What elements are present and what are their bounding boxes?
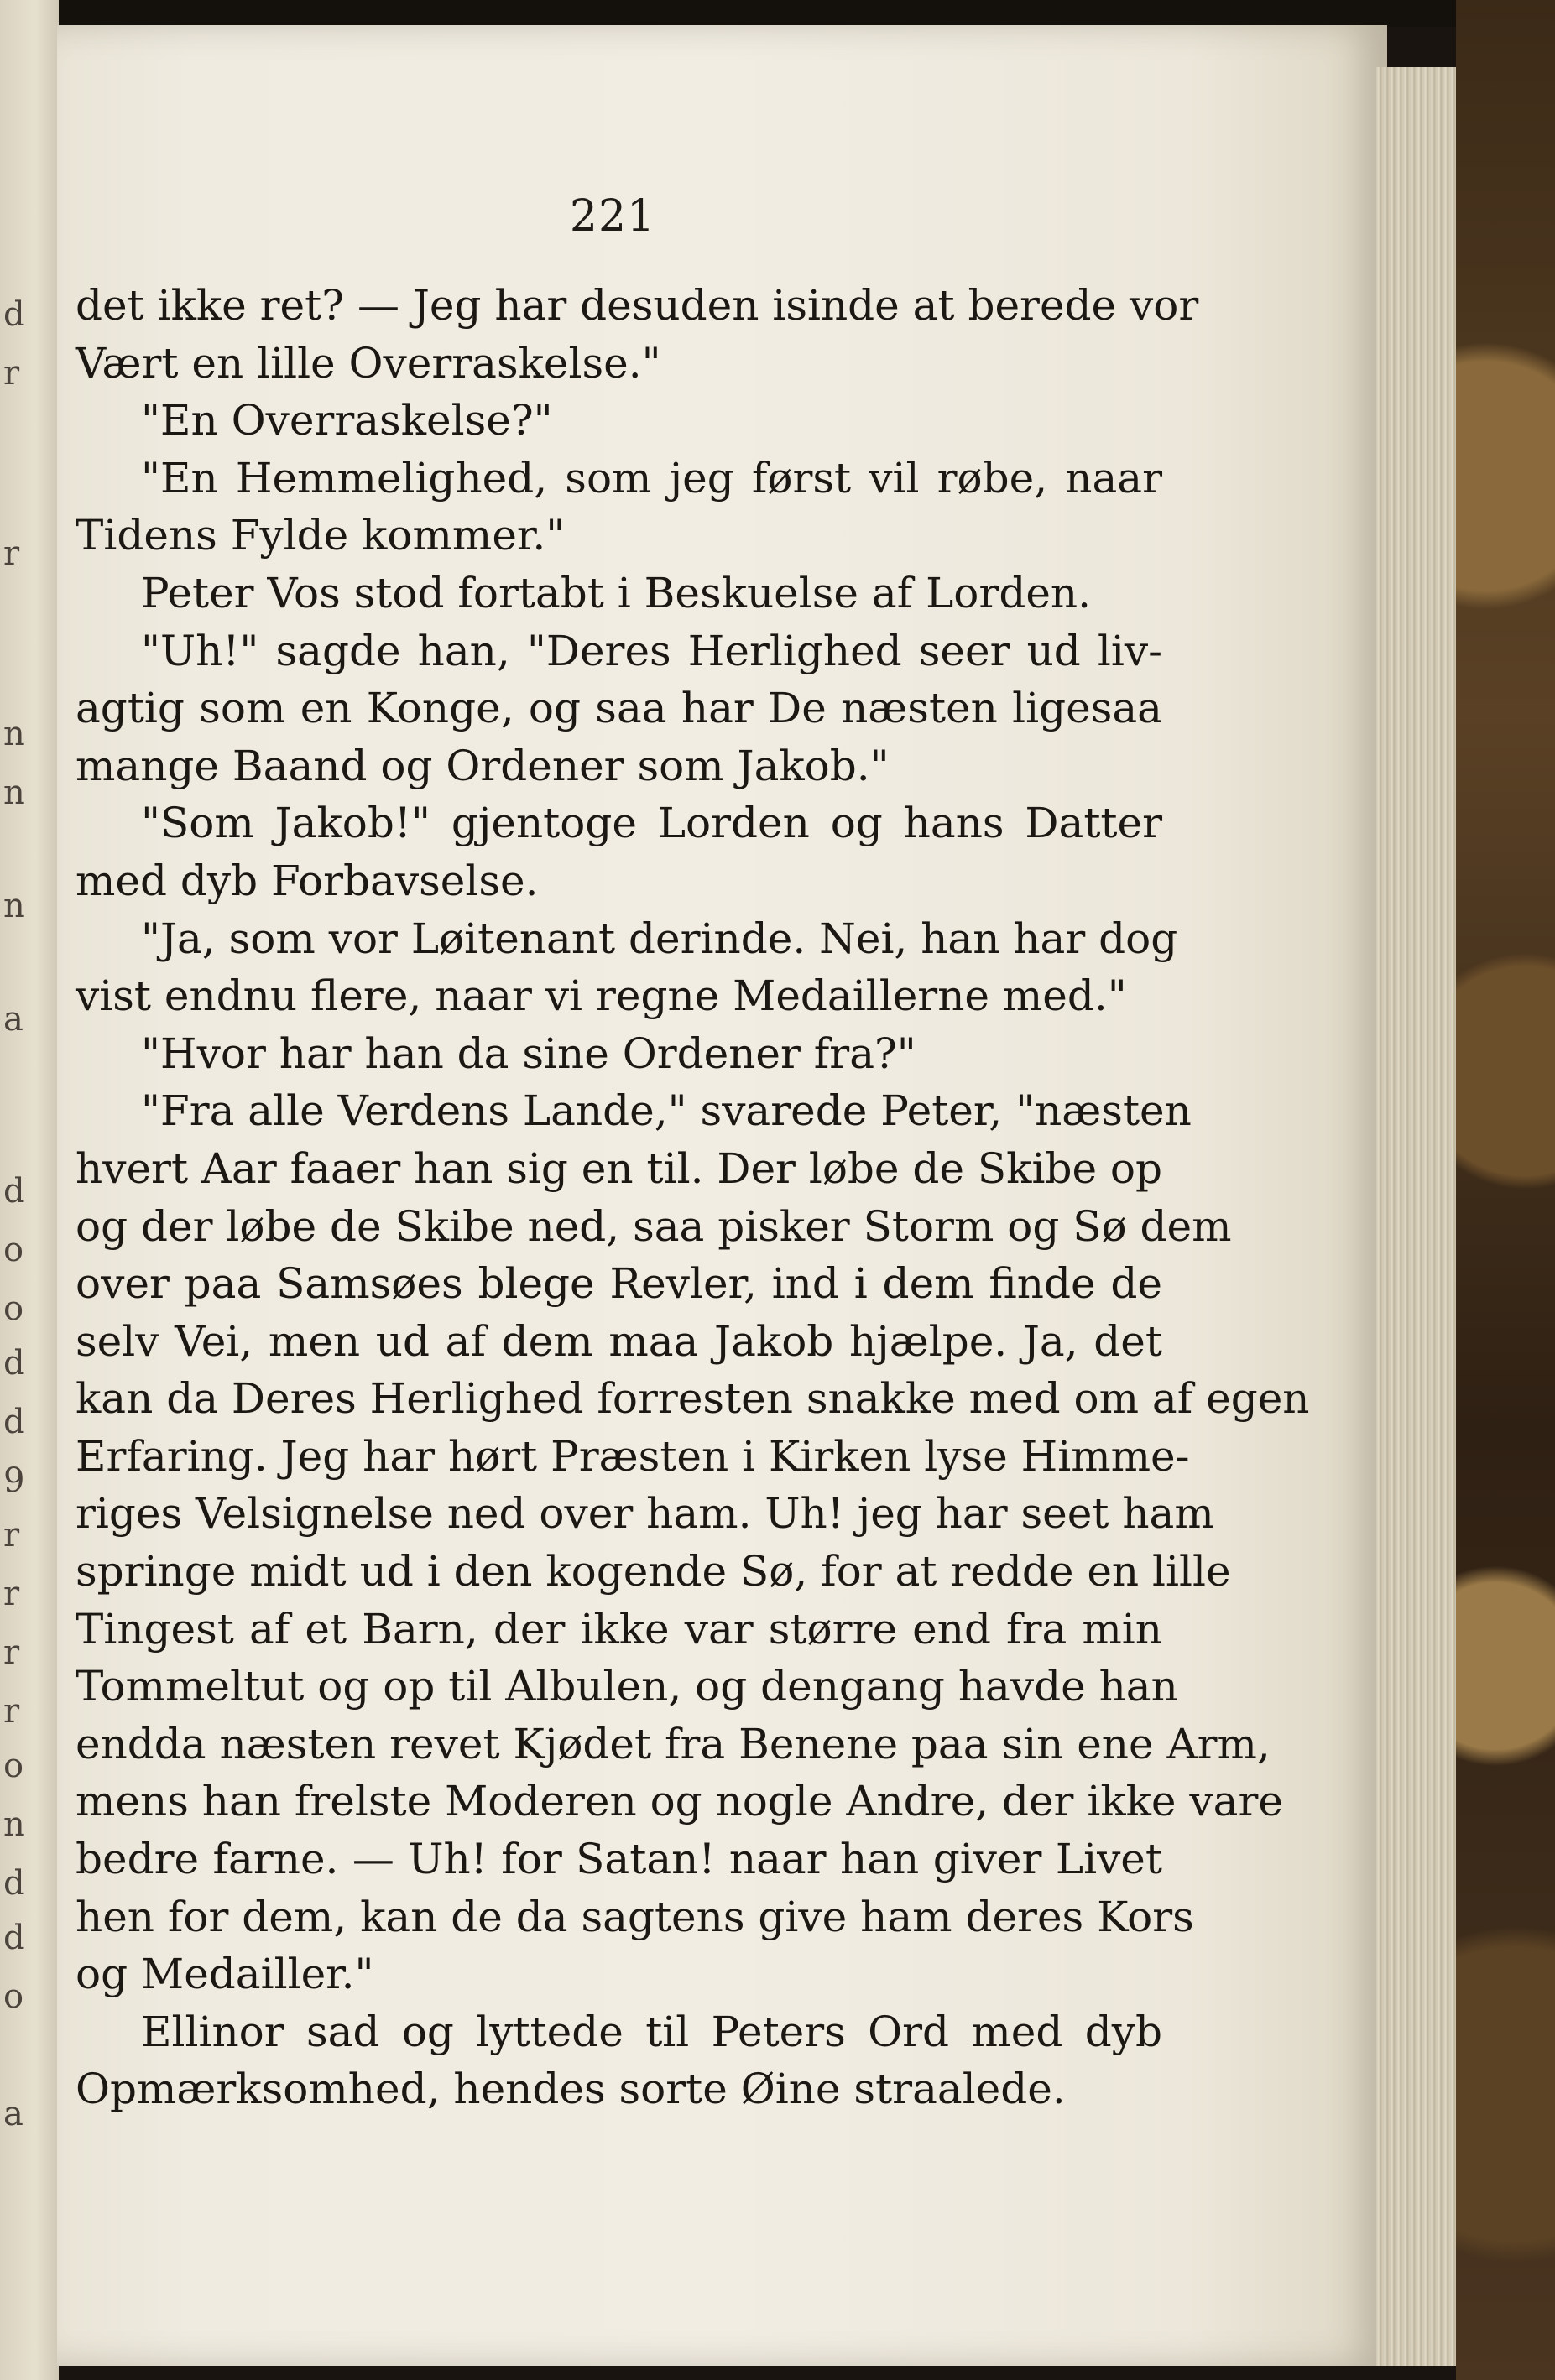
facing-page-fragment: d: [3, 1172, 25, 1211]
facing-page-edge: [0, 0, 59, 2380]
facing-page-fragment: d: [3, 1344, 25, 1383]
text-line: Ellinor sad og lyttede til Peters Ord med dyb: [141, 2007, 1162, 2056]
scan-top-border: [0, 0, 1555, 27]
text-line: Tommeltut og op til Albulen, og dengang havde han: [76, 1662, 1178, 1711]
facing-page-fragment: d: [3, 1403, 25, 1441]
facing-page-fragment: r: [3, 1575, 20, 1613]
text-line: Vært en lille Overraskelse.": [76, 338, 661, 388]
book-cover-binding: [1456, 0, 1555, 2380]
text-line: selv Vei, men ud af dem maa Jakob hjælpe. Ja, det: [76, 1316, 1162, 1366]
text-line: over paa Samsøes blege Revler, ind i dem finde de: [76, 1259, 1162, 1309]
text-line: mens han frelste Moderen og nogle Andre, der ikke vare: [76, 1777, 1283, 1826]
facing-page-fragment: n: [3, 887, 25, 925]
text-line: "En Hemmelighed, som jeg først vil røbe, naar: [141, 453, 1162, 503]
text-line: det ikke ret? — Jeg har desuden isinde at berede vor: [76, 281, 1199, 330]
facing-page-fragment: r: [3, 1633, 20, 1672]
page-number: 221: [569, 191, 656, 242]
text-line: riges Velsignelse ned over ham. Uh! jeg har seet ham: [76, 1489, 1214, 1539]
facing-page-fragment: d: [3, 295, 25, 334]
facing-page-fragment: r: [3, 1692, 20, 1731]
facing-page-fragment: n: [3, 715, 25, 753]
facing-page-fragment: r: [3, 1516, 20, 1555]
text-line: Tidens Fylde kommer.": [76, 511, 566, 560]
facing-page-fragment: d: [3, 1864, 25, 1903]
text-line: med dyb Forbavselse.: [76, 856, 539, 905]
text-line: "Ja, som vor Løitenant derinde. Nei, han har dog: [141, 914, 1178, 963]
text-line: "Uh!" sagde han, "Deres Herlighed seer ud liv-: [141, 626, 1162, 675]
text-line: Peter Vos stod fortabt i Beskuelse af Lorden.: [141, 568, 1092, 617]
text-line: Tingest af et Barn, der ikke var større end fra min: [76, 1604, 1162, 1654]
text-line: kan da Deres Herlighed forresten snakke med om af egen: [76, 1374, 1310, 1424]
facing-page-fragment: o: [3, 1747, 24, 1785]
text-line: "Som Jakob!" gjentoge Lorden og hans Datter: [141, 799, 1162, 848]
facing-page-fragment: o: [3, 1231, 24, 1269]
facing-page-fragment: o: [3, 1977, 24, 2016]
facing-page-fragment: o: [3, 1289, 24, 1328]
text-line: springe midt ud i den kogende Sø, for at redde en lille: [76, 1547, 1231, 1596]
facing-page-fragment: n: [3, 773, 25, 812]
text-line: hen for dem, kan de da sagtens give ham deres Kors: [76, 1892, 1194, 1941]
facing-page-fragment: a: [3, 1000, 23, 1039]
text-line: og der løbe de Skibe ned, saa pisker Storm og Sø dem: [76, 1201, 1232, 1251]
text-line: "En Overraskelse?": [141, 396, 553, 445]
facing-page-fragment: a: [3, 2095, 23, 2133]
facing-page-fragment: r: [3, 354, 20, 393]
text-line: vist endnu flere, naar vi regne Medaillerne med.": [76, 971, 1127, 1021]
text-line: og Medailler.": [76, 1950, 374, 1999]
facing-page-fragment: n: [3, 1805, 25, 1844]
text-line: "Hvor har han da sine Ordener fra?": [141, 1029, 916, 1078]
facing-page-fragment: 9: [3, 1461, 25, 1500]
facing-page-fragment: d: [3, 1919, 25, 1957]
text-line: "Fra alle Verdens Lande," svarede Peter, "næsten: [141, 1086, 1192, 1136]
text-line: Opmærksomhed, hendes sorte Øine straalede.: [76, 2065, 1066, 2114]
facing-page-fragment: r: [3, 534, 20, 573]
text-line: mange Baand og Ordener som Jakob.": [76, 741, 890, 790]
body-text: [76, 277, 1310, 2118]
text-line: Erfaring. Jeg har hørt Præsten i Kirken lyse Himme-: [76, 1431, 1190, 1481]
text-line: bedre farne. — Uh! for Satan! naar han giver Livet: [76, 1835, 1162, 1884]
text-line: hvert Aar faaer han sig en til. Der løbe de Skibe op: [76, 1143, 1163, 1193]
page-fore-edge: [1376, 67, 1456, 2366]
text-line: agtig som en Konge, og saa har De næsten ligesaa: [76, 684, 1162, 733]
text-line: endda næsten revet Kjødet fra Benene paa sin ene Arm,: [76, 1719, 1271, 1768]
